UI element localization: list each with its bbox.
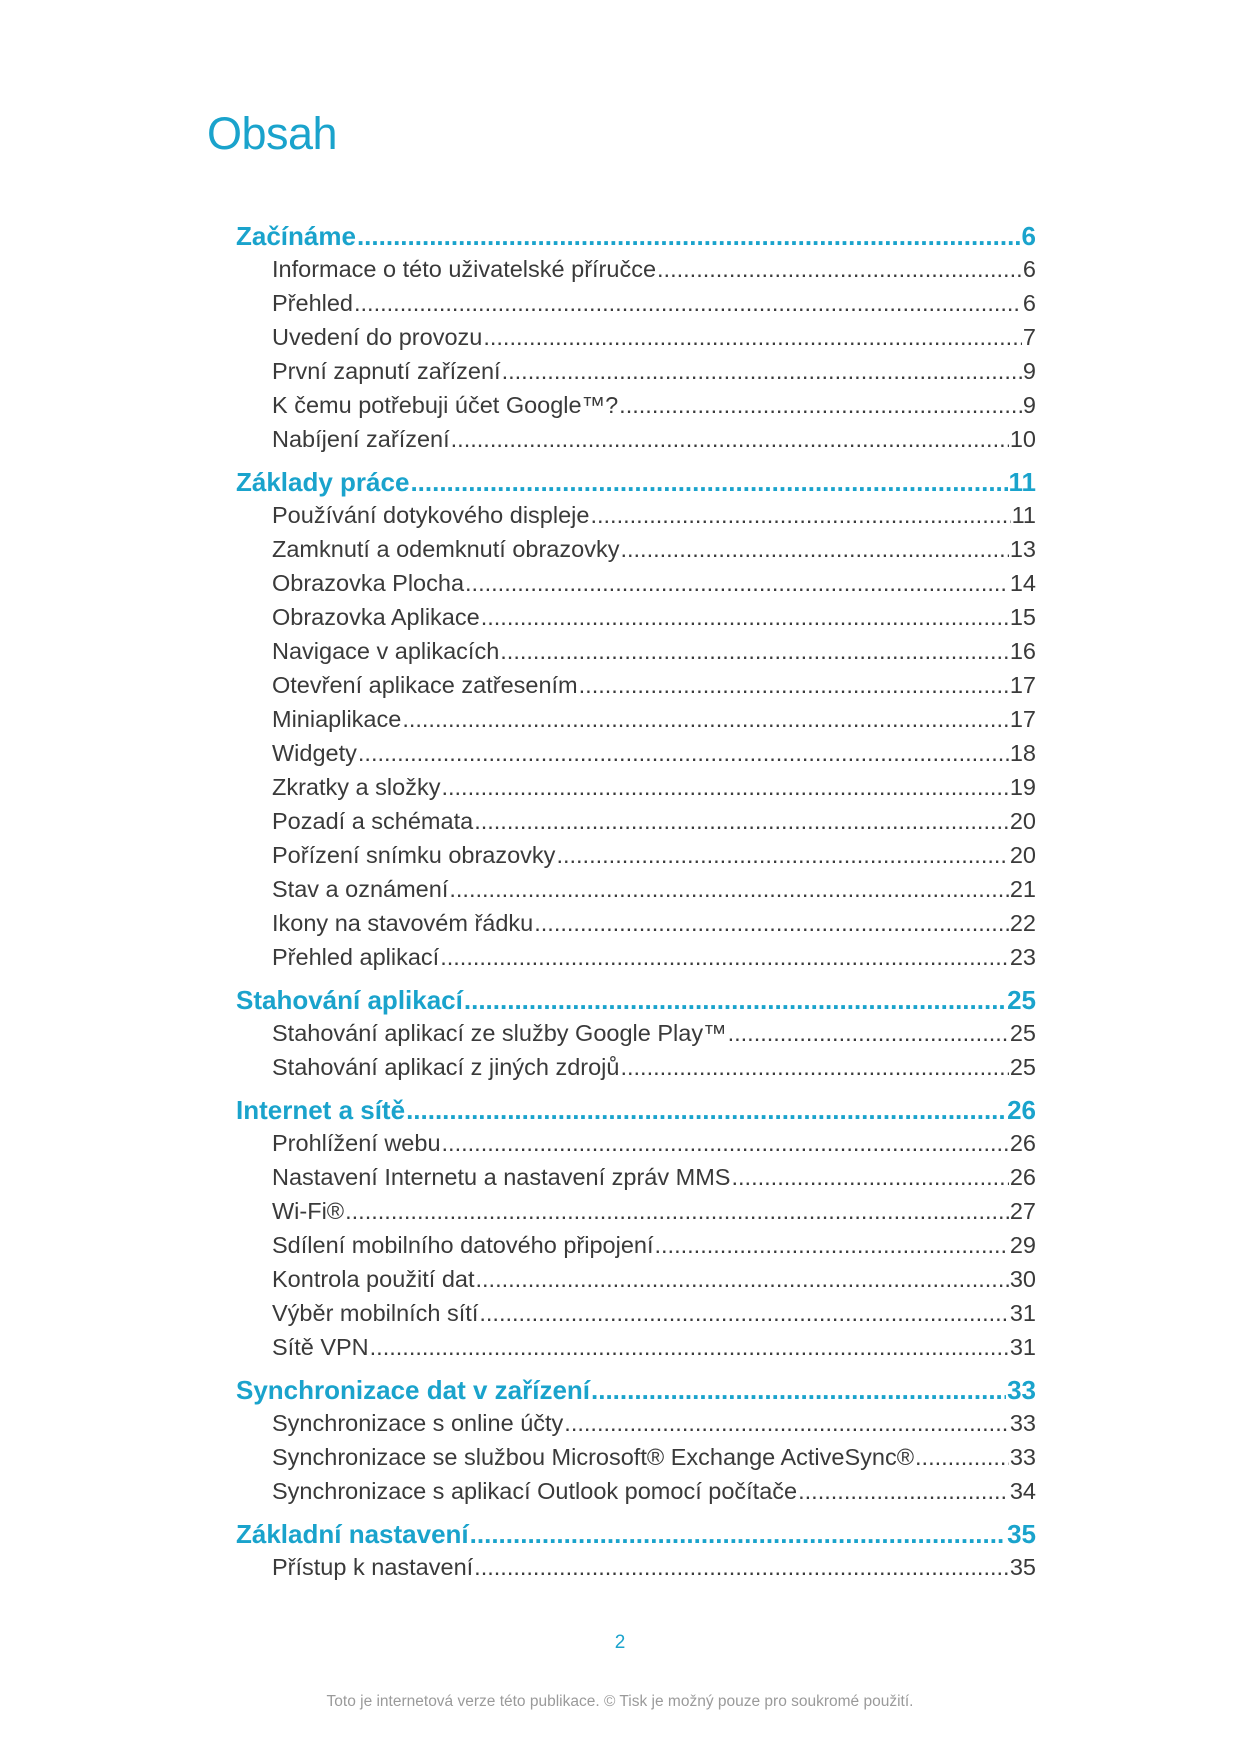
dot-leader (798, 1474, 1009, 1508)
toc-section-link[interactable] (236, 1406, 1036, 1440)
section-page-number: 11 (1011, 502, 1036, 528)
section-page-number: 13 (1009, 536, 1036, 562)
section-title: Přehled aplikací (272, 944, 440, 970)
toc-section-link[interactable] (236, 940, 1036, 974)
toc-chapter-link[interactable] (236, 1374, 1036, 1406)
toc-chapter-link[interactable] (236, 984, 1036, 1016)
page-number: 2 (614, 1632, 626, 1653)
toc-section-link[interactable] (236, 838, 1036, 872)
section-page-number: 20 (1009, 808, 1036, 834)
section-title: Pořízení snímku obrazovky (272, 842, 556, 868)
toc-section-link[interactable] (236, 286, 1036, 320)
chapter-title: Začínáme (236, 221, 356, 251)
toc-section-link[interactable] (236, 1228, 1036, 1262)
dot-leader (502, 354, 1022, 388)
section-title: Sdílení mobilního datového připojení (272, 1232, 654, 1258)
section-page-number: 6 (1022, 256, 1036, 282)
toc-section-link[interactable] (236, 736, 1036, 770)
section-title: Synchronizace s aplikací Outlook pomocí počítače (272, 1478, 798, 1504)
chapter-page-number: 35 (1007, 1519, 1036, 1549)
dot-leader (483, 320, 1022, 354)
dot-leader (579, 668, 1009, 702)
dot-leader (500, 634, 1009, 668)
dot-leader (731, 1160, 1008, 1194)
toc-section-link[interactable] (236, 1016, 1036, 1050)
section-title: Otevření aplikace zatřesením (272, 672, 578, 698)
toc-section-link[interactable] (236, 1440, 1036, 1474)
dot-leader (474, 804, 1009, 838)
section-title: Přehled (272, 290, 353, 316)
section-title: Sítě VPN (272, 1334, 369, 1360)
toc-section-link[interactable] (236, 702, 1036, 736)
dot-leader (406, 1094, 1006, 1126)
dot-leader (470, 1518, 1006, 1550)
section-page-number: 16 (1009, 638, 1036, 664)
dot-leader (619, 388, 1022, 422)
chapter-page-number: 6 (1021, 221, 1036, 251)
chapter-page-number: 25 (1007, 985, 1036, 1015)
dot-leader (442, 1126, 1009, 1160)
toc-section-link[interactable] (236, 1550, 1036, 1584)
toc-section-link[interactable] (236, 388, 1036, 422)
dot-leader (655, 1228, 1009, 1262)
section-title: Zkratky a složky (272, 774, 441, 800)
section-page-number: 26 (1009, 1130, 1036, 1156)
dot-leader (590, 498, 1010, 532)
toc-section-link[interactable] (236, 1296, 1036, 1330)
section-title: Miniaplikace (272, 706, 402, 732)
table-of-contents (236, 220, 1036, 1584)
dot-leader (591, 1374, 1006, 1406)
toc-chapter-link[interactable] (236, 220, 1036, 252)
section-page-number: 31 (1009, 1334, 1036, 1360)
dot-leader (451, 422, 1009, 456)
section-title: Wi-Fi® (272, 1198, 345, 1224)
section-title: Zamknutí a odemknutí obrazovky (272, 536, 620, 562)
section-title: Ikony na stavovém řádku (272, 910, 534, 936)
dot-leader (481, 600, 1009, 634)
section-page-number: 21 (1009, 876, 1036, 902)
dot-leader (915, 1440, 1009, 1474)
toc-section-link[interactable] (236, 1160, 1036, 1194)
toc-section-link[interactable] (236, 320, 1036, 354)
section-page-number: 33 (1009, 1410, 1036, 1436)
dot-leader (357, 220, 1021, 252)
dot-leader (479, 1296, 1009, 1330)
toc-section-link[interactable] (236, 566, 1036, 600)
toc-section-link[interactable] (236, 354, 1036, 388)
toc-section-link[interactable] (236, 1050, 1036, 1084)
dot-leader (556, 838, 1008, 872)
chapter-title: Základy práce (236, 467, 410, 497)
toc-section-link[interactable] (236, 906, 1036, 940)
section-page-number: 9 (1022, 358, 1036, 384)
section-page-number: 17 (1009, 672, 1036, 698)
dot-leader (402, 702, 1009, 736)
section-title: Obrazovka Aplikace (272, 604, 480, 630)
chapter-page-number: 11 (1008, 467, 1036, 497)
toc-section-link[interactable] (236, 532, 1036, 566)
section-title: Synchronizace s online účty (272, 1410, 564, 1436)
section-title: Nabíjení zařízení (272, 426, 450, 452)
footer-note: Toto je internetová verze této publikace. © Tisk je možný pouze pro soukromé použití. (326, 1693, 914, 1710)
chapter-page-number: 33 (1007, 1375, 1036, 1405)
toc-section-link[interactable] (236, 252, 1036, 286)
section-page-number: 25 (1009, 1020, 1036, 1046)
dot-leader (370, 1330, 1009, 1364)
section-page-number: 20 (1009, 842, 1036, 868)
toc-chapter-link[interactable] (236, 1094, 1036, 1126)
section-page-number: 6 (1022, 290, 1036, 316)
section-page-number: 27 (1009, 1198, 1036, 1224)
section-title: Uvedení do provozu (272, 324, 483, 350)
dot-leader (449, 872, 1009, 906)
dot-leader (534, 906, 1009, 940)
section-page-number: 26 (1009, 1164, 1036, 1190)
dot-leader (410, 466, 1007, 498)
section-page-number: 35 (1009, 1554, 1036, 1580)
dot-leader (464, 984, 1006, 1016)
chapter-title: Internet a sítě (236, 1095, 406, 1125)
section-page-number: 17 (1009, 706, 1036, 732)
dot-leader (474, 1550, 1009, 1584)
section-title: K čemu potřebuji účet Google™? (272, 392, 619, 418)
section-title: Stahování aplikací z jiných zdrojů (272, 1054, 620, 1080)
section-title: Kontrola použití dat (272, 1266, 475, 1292)
toc-section-link[interactable] (236, 668, 1036, 702)
section-page-number: 30 (1009, 1266, 1036, 1292)
section-page-number: 34 (1009, 1478, 1036, 1504)
section-title: Přístup k nastavení (272, 1554, 474, 1580)
section-page-number: 10 (1009, 426, 1036, 452)
section-title: Nastavení Internetu a nastavení zpráv MMS (272, 1164, 731, 1190)
section-page-number: 14 (1009, 570, 1036, 596)
toc-section-link[interactable] (236, 872, 1036, 906)
section-page-number: 33 (1009, 1444, 1036, 1470)
section-title: Navigace v aplikacích (272, 638, 500, 664)
dot-leader (620, 532, 1008, 566)
section-title: Výběr mobilních sítí (272, 1300, 479, 1326)
chapter-title: Stahování aplikací (236, 985, 463, 1015)
toc-section-link[interactable] (236, 600, 1036, 634)
toc-section-link[interactable] (236, 1330, 1036, 1364)
toc-section-link[interactable] (236, 1474, 1036, 1508)
section-page-number: 9 (1022, 392, 1036, 418)
section-page-number: 19 (1009, 774, 1036, 800)
section-page-number: 25 (1009, 1054, 1036, 1080)
section-title: Pozadí a schémata (272, 808, 474, 834)
section-page-number: 22 (1009, 910, 1036, 936)
toc-section-link[interactable] (236, 634, 1036, 668)
section-title: První zapnutí zařízení (272, 358, 501, 384)
toc-section-link[interactable] (236, 1194, 1036, 1228)
section-title: Synchronizace se službou Microsoft® Exchange ActiveSync® (272, 1444, 915, 1470)
toc-section-link[interactable] (236, 422, 1036, 456)
dot-leader (564, 1406, 1009, 1440)
section-page-number: 15 (1009, 604, 1036, 630)
dot-leader (441, 770, 1008, 804)
dot-leader (345, 1194, 1009, 1228)
section-page-number: 7 (1022, 324, 1036, 350)
toc-section-link[interactable] (236, 804, 1036, 838)
dot-leader (358, 736, 1009, 770)
toc-chapter-link[interactable] (236, 466, 1036, 498)
dot-leader (354, 286, 1022, 320)
section-page-number: 29 (1009, 1232, 1036, 1258)
chapter-title: Základní nastavení (236, 1519, 469, 1549)
section-page-number: 23 (1009, 944, 1036, 970)
page-title: Obsah (207, 108, 338, 159)
dot-leader (728, 1016, 1009, 1050)
toc-section-link[interactable] (236, 1262, 1036, 1296)
dot-leader (440, 940, 1009, 974)
section-title: Stav a oznámení (272, 876, 449, 902)
toc-chapter-link[interactable] (236, 1518, 1036, 1550)
section-title: Widgety (272, 740, 357, 766)
section-page-number: 18 (1009, 740, 1036, 766)
dot-leader (657, 252, 1022, 286)
section-page-number: 31 (1009, 1300, 1036, 1326)
section-title: Obrazovka Plocha (272, 570, 465, 596)
chapter-title: Synchronizace dat v zařízení (236, 1375, 591, 1405)
chapter-page-number: 26 (1007, 1095, 1036, 1125)
dot-leader (465, 566, 1009, 600)
dot-leader (476, 1262, 1009, 1296)
section-title: Používání dotykového displeje (272, 502, 590, 528)
toc-section-link[interactable] (236, 770, 1036, 804)
toc-section-link[interactable] (236, 498, 1036, 532)
section-title: Informace o této uživatelské příručce (272, 256, 657, 282)
dot-leader (620, 1050, 1008, 1084)
section-title: Prohlížení webu (272, 1130, 441, 1156)
toc-section-link[interactable] (236, 1126, 1036, 1160)
section-title: Stahování aplikací ze služby Google Play™ (272, 1020, 727, 1046)
